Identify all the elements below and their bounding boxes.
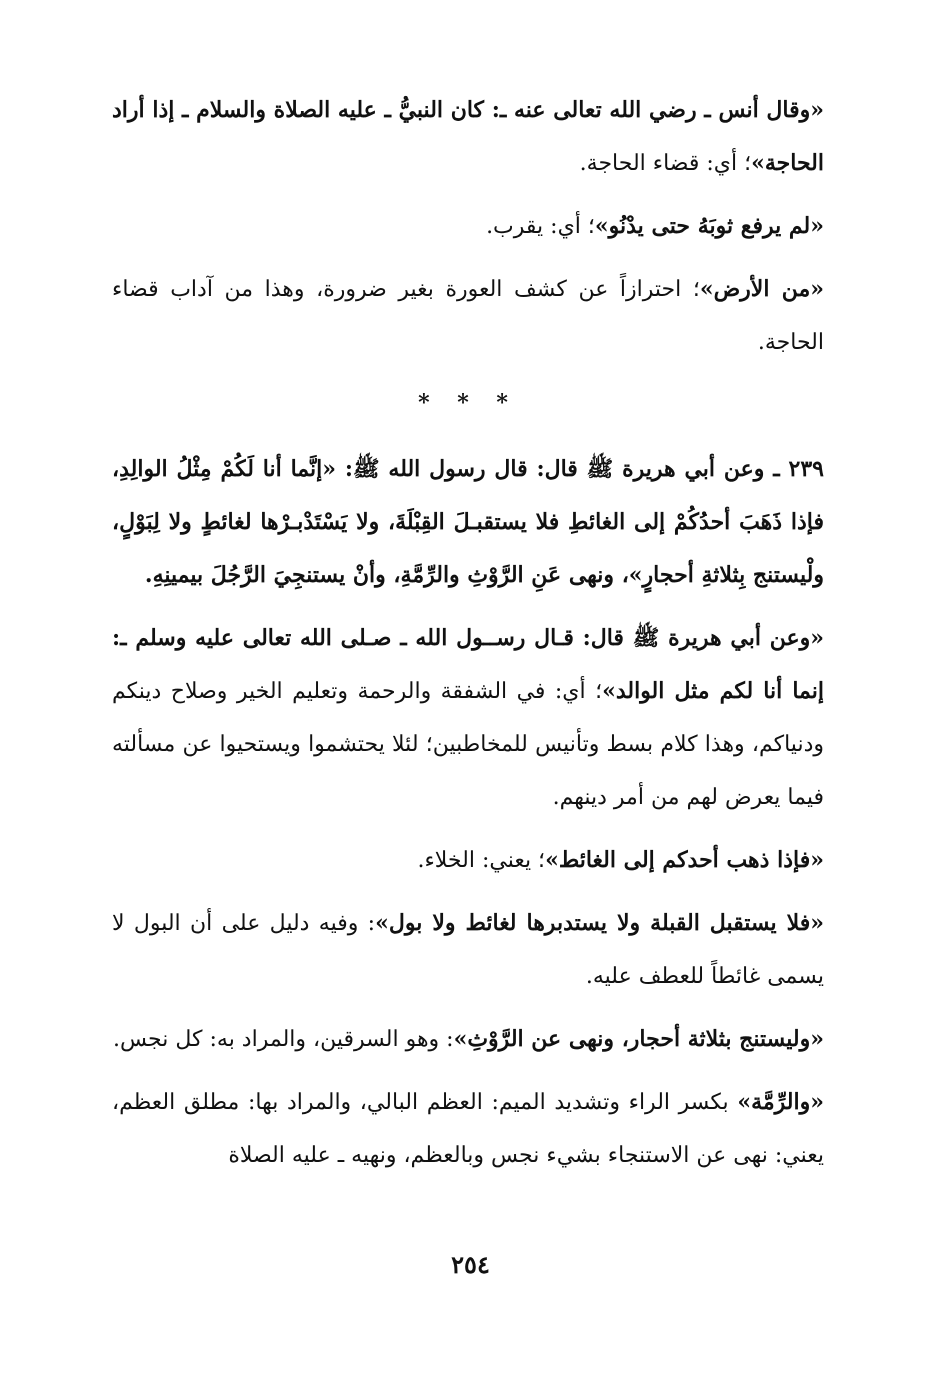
quoted-text: «فإذا ذهب أحدكم إلى الغائط»	[545, 847, 824, 873]
paragraph	[112, 263, 824, 369]
commentary-text: ؛ أي: قضاء الحاجة.	[579, 151, 752, 176]
quoted-text: «والرِّمَّة»	[737, 1089, 824, 1115]
paragraph	[112, 897, 824, 1003]
paragraph	[112, 84, 824, 190]
paragraph	[112, 1013, 824, 1066]
commentary-text: : وهو السرقين، والمراد به: كل نجس.	[113, 1027, 454, 1052]
paragraph	[112, 834, 824, 887]
paragraph	[112, 612, 824, 824]
quoted-text: «لم يرفع ثوبَهُ حتى يدْنُو»	[594, 213, 824, 239]
quoted-text: «وعن أبي هريرة ﷺ قال: قـال رســول الله ـ صـلى الله تعالى عليه وسلم ـ: إنما أنا لكم مثل الوالد»	[112, 625, 825, 704]
section-separator: * * *	[418, 390, 518, 416]
commentary-text: : وفيه دليل على أن البول لا يسمى غائطاً للعطف عليه.	[112, 911, 824, 989]
paragraph	[112, 1076, 824, 1182]
commentary-text: ؛ احترازاً عن كشف العورة بغير ضرورة، وهذا من آداب قضاء الحاجة.	[112, 277, 824, 355]
commentary-text: ؛ يعني: الخلاء.	[417, 848, 546, 873]
hadith-text: ٢٣٩ ـ وعن أبي هريرة ﷺ قال: قال رسول الله ﷺ: «إنَّما أنا لَكُمْ مِثْلُ الوالِدِ، فإذا ذَهَبَ أحدُكُمْ إلى الغائطِ فلا يستقبـلَ القِبْلَةَ، ولا يَسْتَدْبـرْها لغائطٍ ولا لِبَوْلٍ، ولْيستنج بِثلاثةِ أحجارٍ»، ونهى عَنِ الرَّوْثِ والرِّمَّةِ، وأنْ يستنجِيَ الرَّجُلَ بيمينِهِ.	[112, 456, 824, 588]
quoted-text: «من الأرض»	[699, 276, 824, 302]
page-body	[112, 84, 824, 1192]
quoted-text: «فلا يستقبل القبلة ولا يستدبرها لغائط ولا بول»	[375, 910, 825, 936]
quoted-text: «وليستنج بثلاثة أحجار، ونهى عن الرَّوْثِ»	[453, 1026, 824, 1052]
commentary-text: ؛ أي: يقرب.	[486, 214, 595, 239]
page-number: ٢٥٤	[451, 1250, 490, 1279]
commentary-text: بكسر الراء وتشديد الميم: العظم البالي، والمراد بها: مطلق العظم، يعني: نهى عن الاستنجاء بشيء نجس وبالعظم، ونهيه ـ عليه الصلاة	[112, 1090, 824, 1168]
paragraph	[112, 200, 824, 253]
quoted-text: «وقال أنس ـ رضي الله تعالى عنه ـ: كان النبيُّ ـ عليه الصلاة والسلام ـ إذا أراد الحاجة»	[112, 97, 824, 176]
commentary-text: ؛ أي: في الشفقة والرحمة وتعليم الخير وصلاح دينكم ودنياكم، وهذا كلام بسط وتأنيس للمخاطبين؛ لئلا يحتشموا ويستحيوا عن مسألته فيما يعرض لهم من أمر دينهم.	[112, 679, 824, 810]
